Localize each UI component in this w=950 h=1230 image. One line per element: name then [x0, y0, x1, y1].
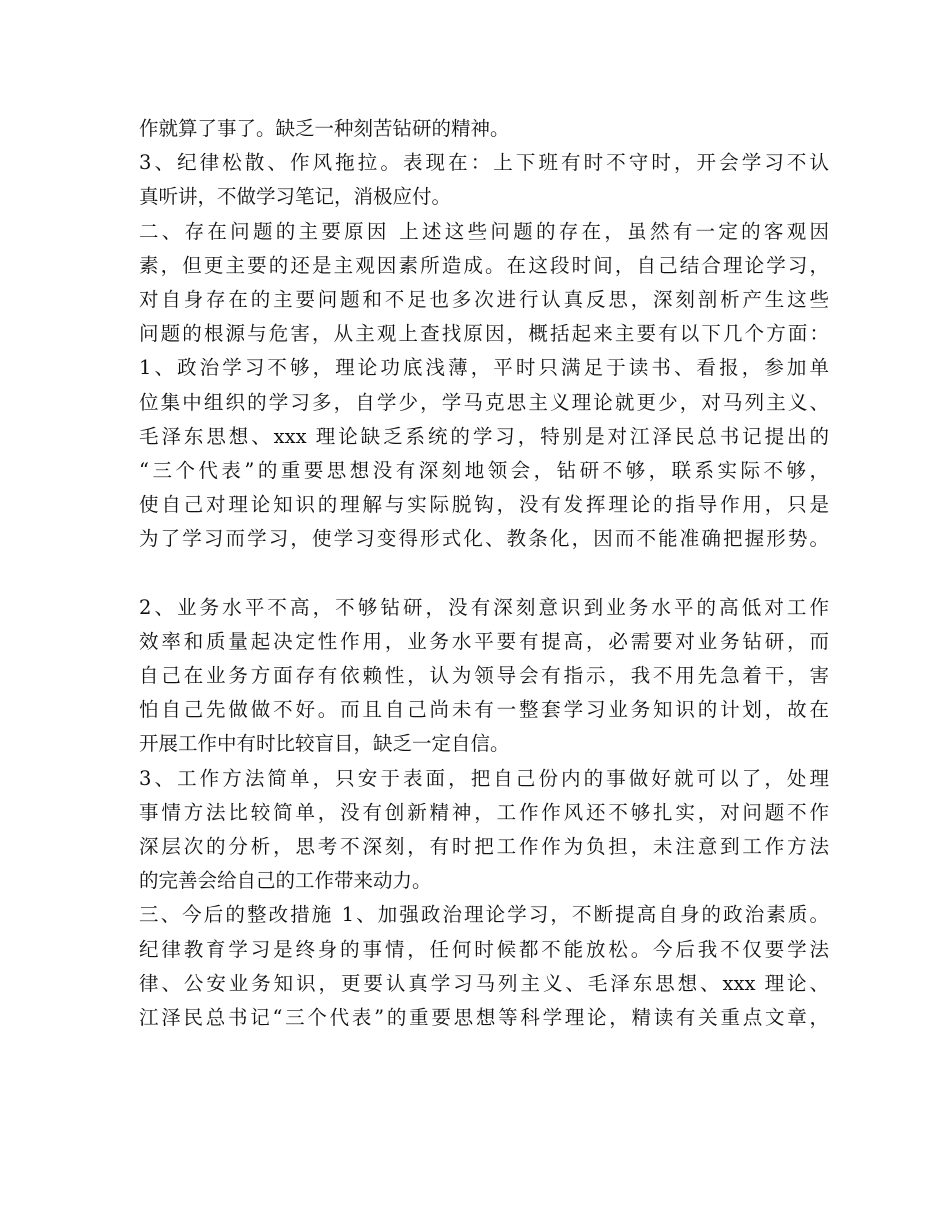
text-line: 自己在业务方面存有依赖性，认为领导会有指示，我不用先急着干，害: [139, 664, 829, 687]
text-line: 为了学习而学习，使学习变得形式化、教条化，因而不能准确把握形势。: [139, 527, 829, 551]
text-line: 1、政治学习不够，理论功底浅薄，平时只满足于读书、看报，参加单: [139, 356, 829, 380]
text-line: 二、存在问题的主要原因 上述这些问题的存在，虽然有一定的客观因: [139, 219, 829, 243]
text-line: 真听讲，不做学习笔记，消极应付。: [139, 185, 452, 209]
text-line: 3、工作方法简单，只安于表面，把自己份内的事做好就可以了，处理: [139, 766, 829, 790]
text-line: 3、纪律松散、作风拖拉。表现在：上下班有时不守时，开会学习不认: [139, 151, 829, 175]
text-line: 事情方法比较简单，没有创新精神，工作作风还不够扎实，对问题不作: [139, 800, 829, 824]
text-line: 毛泽东思想、xxx 理论缺乏系统的学习，特别是对江泽民总书记提出的: [139, 424, 829, 448]
text-line: 作就算了事了。缺乏一种刻苦钻研的精神。: [139, 117, 510, 140]
text-line: 纪律教育学习是终身的事情，任何时候都不能放松。今后我不仅要学法: [139, 937, 829, 961]
text-line: 深层次的分析，思考不深刻，有时把工作作为负担，未注意到工作方法: [139, 834, 829, 858]
text-line: 对自身存在的主要问题和不足也多次进行认真反思，深刻剖析产生这些: [139, 287, 829, 311]
document-body: [139, 112, 829, 1035]
text-line: 使自己对理论知识的理解与实际脱钩，没有发挥理论的指导作用，只是: [139, 493, 829, 517]
text-line: 怕自己先做做不好。而且自己尚未有一整套学习业务知识的计划，故在: [139, 698, 829, 722]
text-line: 问题的根源与危害，从主观上查找原因，概括起来主要有以下几个方面：: [139, 322, 829, 346]
text-line: 效率和质量起决定性作用，业务水平要有提高，必需要对业务钻研，而: [139, 629, 829, 653]
text-line: 位集中组织的学习多，自学少，学马克思主义理论就更少，对马列主义、: [139, 390, 829, 414]
text-line: 三、今后的整改措施 1、加强政治理论学习，不断提高自身的政治素质。: [139, 903, 829, 927]
text-line: 2、业务水平不高，不够钻研，没有深刻意识到业务水平的高低对工作: [139, 595, 829, 619]
text-line: 江泽民总书记“三个代表”的重要思想等科学理论，精读有关重点文章，: [139, 1005, 829, 1029]
text-line: 开展工作中有时比较盲目，缺乏一定自信。: [139, 732, 510, 756]
paragraph-gap: [139, 556, 829, 590]
text-line: 素，但更主要的还是主观因素所造成。在这段时间，自己结合理论学习，: [139, 253, 829, 277]
text-line: “三个代表”的重要思想没有深刻地领会，钻研不够，联系实际不够，: [139, 458, 829, 482]
text-line: 的完善会给自己的工作带来动力。: [139, 869, 432, 893]
text-line: 律、公安业务知识，更要认真学习马列主义、毛泽东思想、xxx 理论、: [139, 971, 829, 995]
